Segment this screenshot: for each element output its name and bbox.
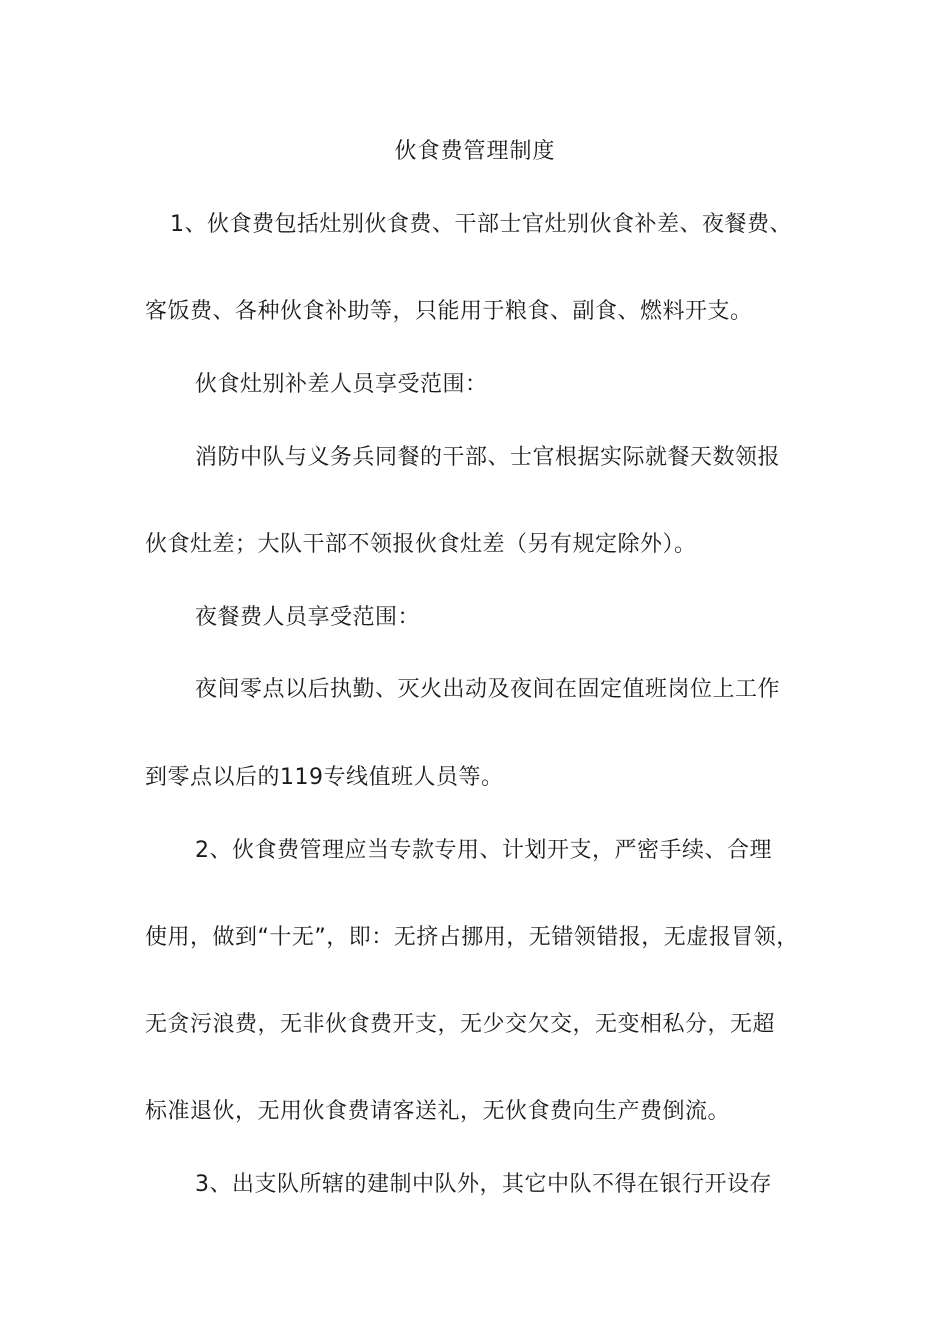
paragraph-line: 夜餐费人员享受范围：: [195, 605, 421, 630]
paragraph-line: 到零点以后的119专线值班人员等。: [145, 765, 504, 790]
paragraph-line: 伙食灶别补差人员享受范围：: [195, 372, 488, 397]
paragraph-line: 1、伙食费包括灶别伙食费、干部士官灶别伙食补差、夜餐费、: [170, 212, 792, 237]
paragraph-line: 消防中队与义务兵同餐的干部、士官根据实际就餐天数领报: [195, 445, 781, 470]
paragraph-line: 夜间零点以后执勤、灭火出动及夜间在固定值班岗位上工作: [195, 677, 781, 702]
paragraph-line: 无贪污浪费，无非伙食费开支，无少交欠交，无变相私分，无超: [145, 1012, 776, 1037]
paragraph-line: 客饭费、各种伙食补助等，只能用于粮食、副食、燃料开支。: [145, 299, 753, 324]
paragraph-line: 3、出支队所辖的建制中队外，其它中队不得在银行开设存: [195, 1172, 772, 1197]
paragraph-line: 使用，做到“十无”，即：无挤占挪用，无错领错报，无虚报冒领，: [145, 925, 799, 950]
paragraph-line: 2、伙食费管理应当专款专用、计划开支，严密手续、合理: [195, 838, 772, 863]
paragraph-line: 伙食灶差；大队干部不领报伙食灶差（另有规定除外）。: [145, 532, 697, 557]
paragraph-line: 标准退伙，无用伙食费请客送礼，无伙食费向生产费倒流。: [145, 1099, 731, 1124]
document-title: 伙食费管理制度: [394, 139, 556, 164]
